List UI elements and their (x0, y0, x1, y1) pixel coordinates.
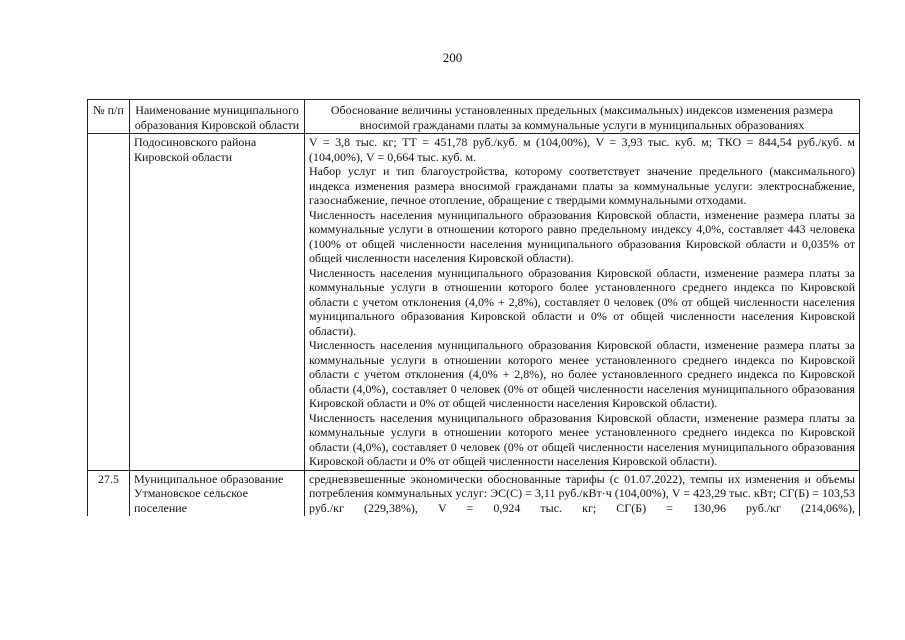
header-num: № п/п (88, 100, 130, 134)
paragraph: Численность населения муниципального образования Кировской области, изменение размера платы за коммунальные услуги в отношении которого менее установленного среднего индекса по Кировской области (4,0%), составляет 0 человек (0% от общей численности населения муниципального образования Кировской области и 0% от общей численности населения Кировской области). (309, 410, 855, 468)
paragraph: Численность населения муниципального образования Кировской области, изменение размера платы за коммунальные услуги в отношении которого более установленного среднего индекса по Кировской области с учетом отклонения (4,0% + 2,8%), составляет 0 человек (0% от общей численности населения муниципального образования Кировской области и 0% от общей численности населения Кировской области). (309, 265, 855, 338)
row-justification (305, 134, 860, 471)
row-municipality: Муниципальное образование Утмановское сельское поселение (130, 470, 305, 516)
page-number: 200 (442, 50, 463, 65)
header-municipality: Наименование муниципального образования Кировской области (130, 100, 305, 134)
paragraph: Набор услуг и тип благоустройства, которому соответствует значение предельного (максимального) индекса изменения размера вносимой гражданами платы за коммунальные услуги: электроснабжение, газоснабжение, печное отопление, обращение с твердыми коммунальными отходами. (309, 164, 855, 207)
paragraph: Численность населения муниципального образования Кировской области, изменение размера платы за коммунальные услуги в отношении которого равно предельному индексу 4,0%, составляет 443 человека (100% от общей численности населения муниципального образования Кировской области и 0,035% от общей численности населения Кировской области). (309, 207, 855, 265)
row-num (88, 134, 130, 471)
tariff-table (87, 99, 860, 516)
table-header-row (88, 100, 860, 134)
paragraph: V = 3,8 тыс. кг; ТТ = 451,78 руб./куб. м (104,00%), V = 3,93 тыс. куб. м; ТКО = 844,54 руб./куб. м (104,00%), V = 0,664 тыс. куб. м. (309, 135, 855, 164)
row-num: 27.5 (88, 470, 130, 516)
header-justification: Обоснование величины установленных предельных (максимальных) индексов изменения размера вносимой гражданами платы за коммунальные услуги в муниципальных образованиях (305, 100, 860, 134)
row-municipality: Подосиновского района Кировской области (130, 134, 305, 471)
paragraph: средневзвешенные экономически обоснованные тарифы (с 01.07.2022), темпы их изменения и объемы потребления коммунальных услуг: ЭС(С) = 3,11 руб./кВт·ч (104,00%), V = 423,29 тыс. кВт; СГ(Б) = 103,53 руб./кг (229,38%), V = 0,924 тыс. кг; СГ(Б) = 130,96 руб./кг (214,06%), (309, 471, 855, 515)
table-row (88, 470, 860, 516)
table-row (88, 134, 860, 471)
paragraph: Численность населения муниципального образования Кировской области, изменение размера платы за коммунальные услуги в отношении которого менее установленного среднего индекса по Кировской области с учетом отклонения (4,0% + 2,8%), но более установленного среднего индекса по Кировской области (4,0%), составляет 0 человек (0% от общей численности населения муниципального образования Кировской области и 0% от общей численности населения Кировской области). (309, 338, 855, 410)
row-justification (305, 470, 860, 516)
